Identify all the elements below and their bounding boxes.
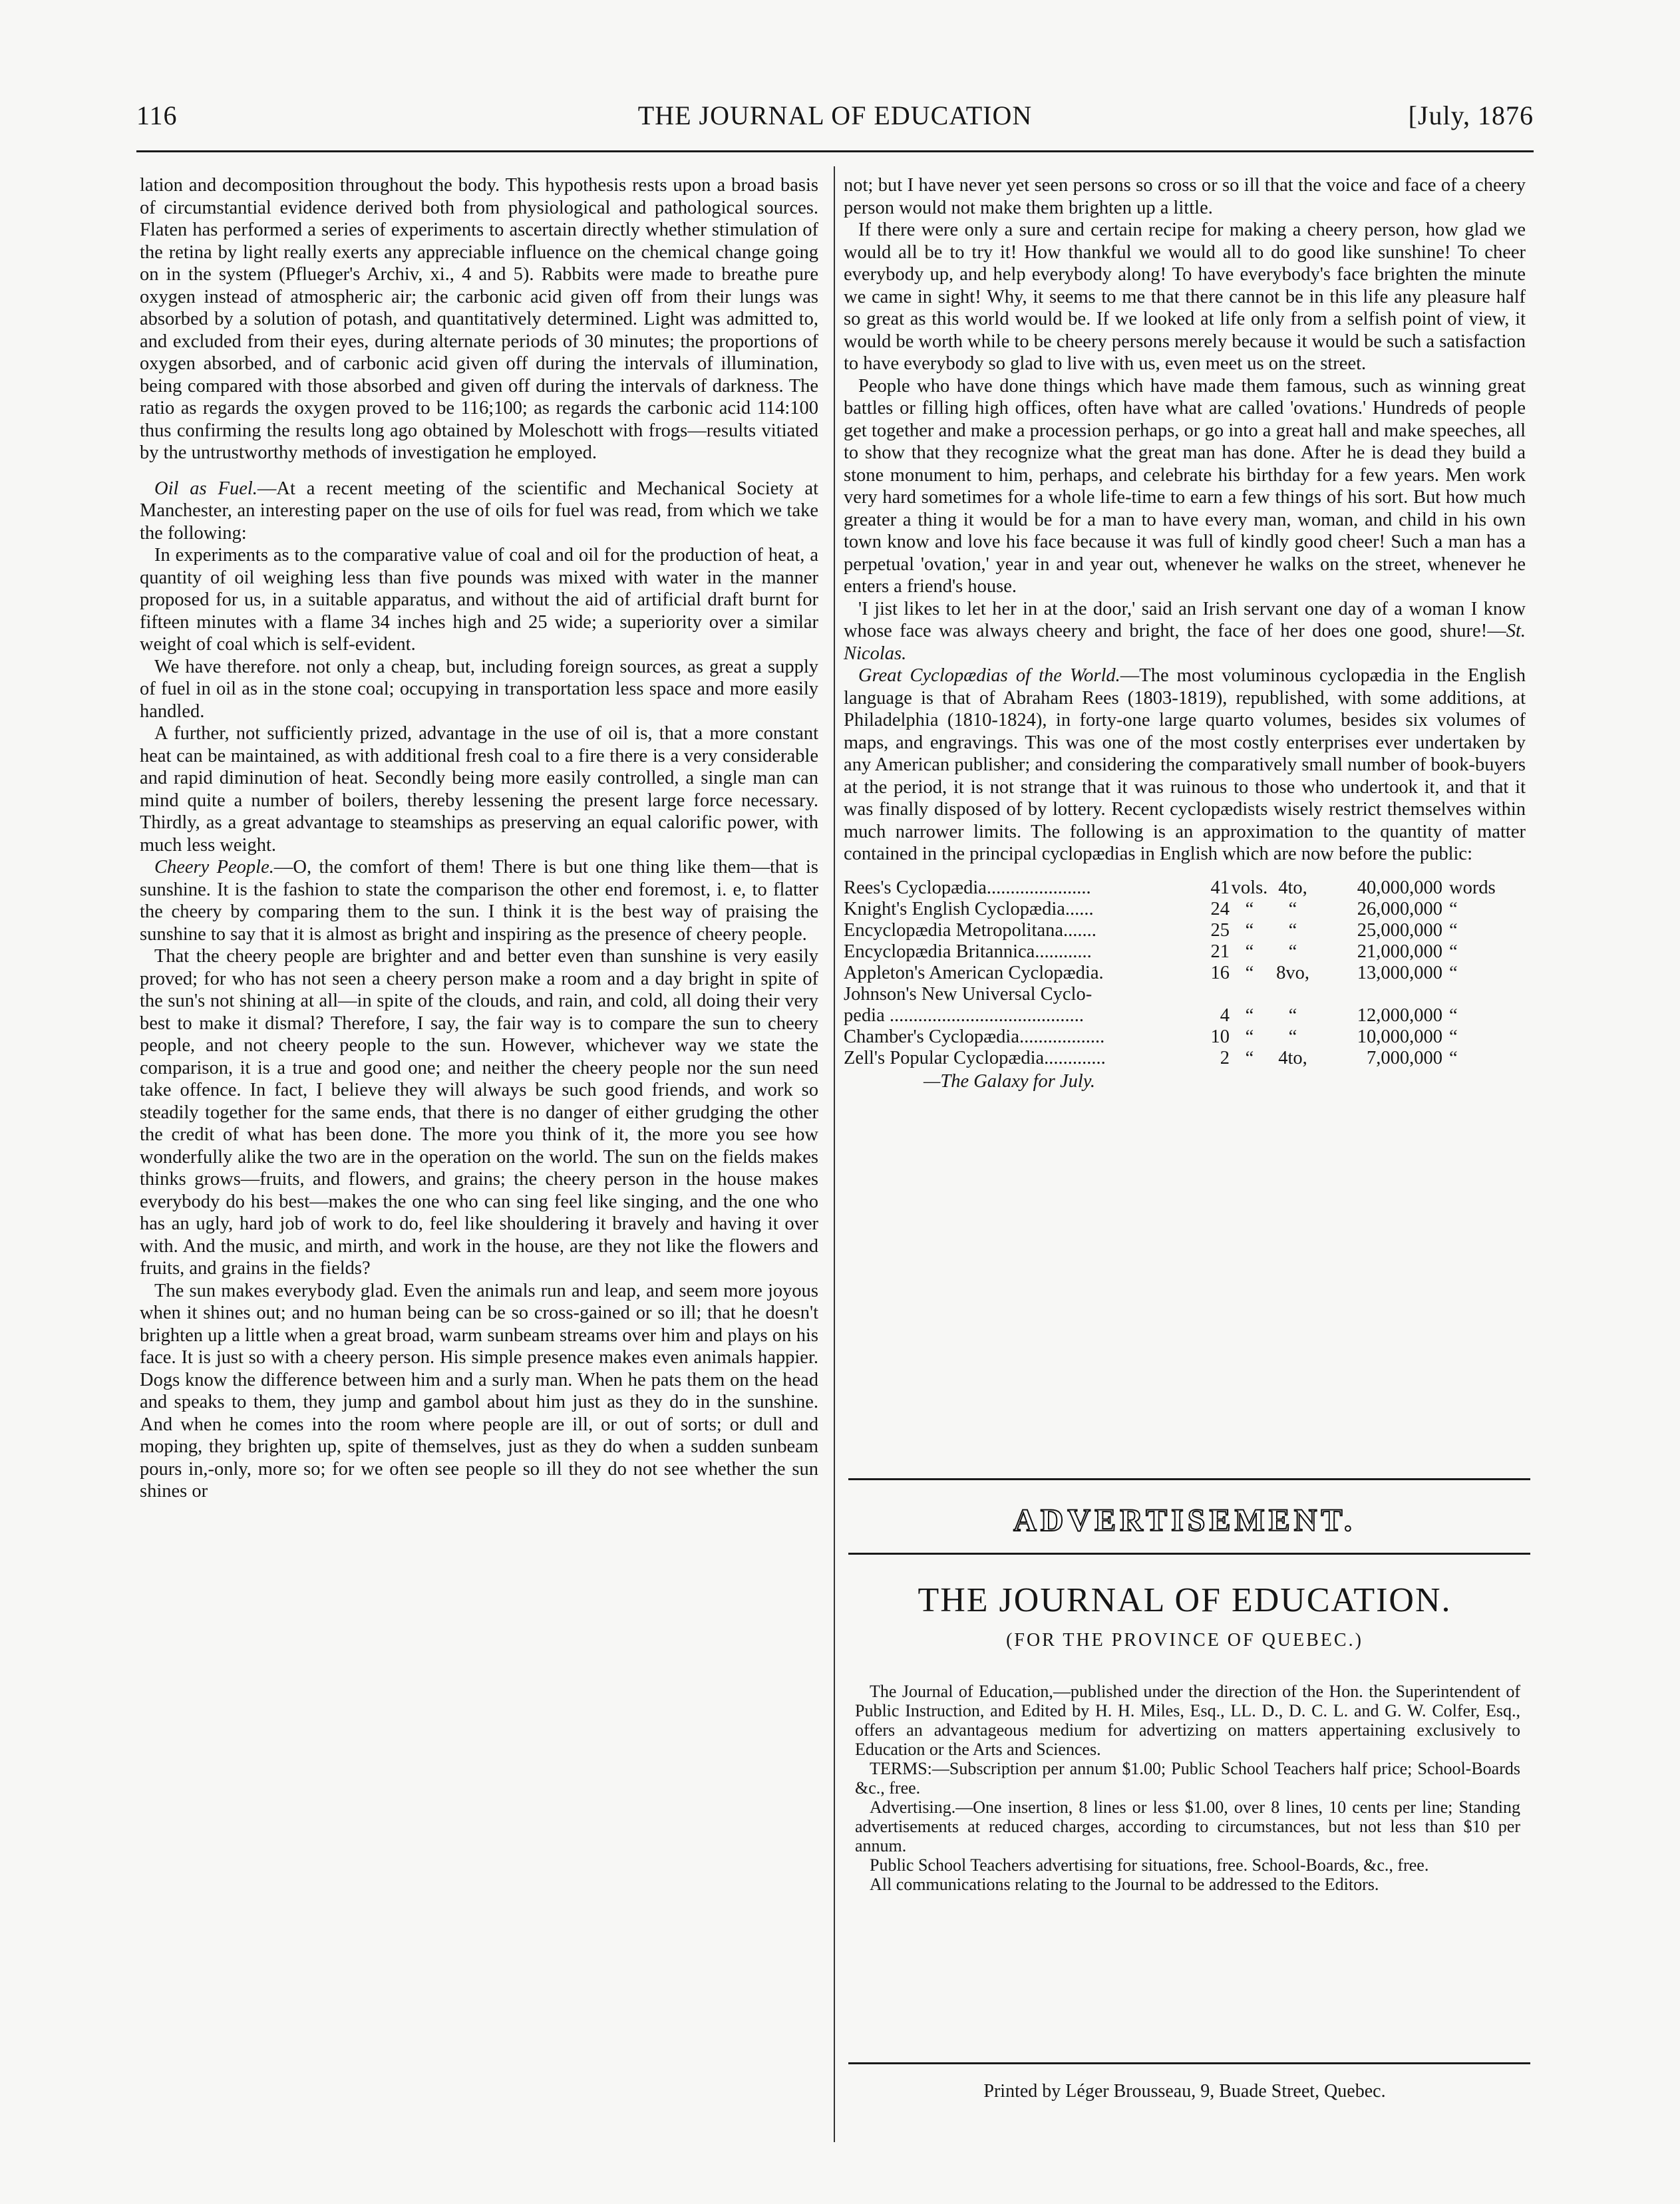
- advertisement-rates: Advertising.—One insertion, 8 lines or less $1.00, over 8 lines, 10 cents per line; Standing advertisements at reduced charges, according to circumstances, but not less than $10 per annum.: [855, 1798, 1520, 1855]
- cyclopaedia-name: pedia .........................................: [844, 1005, 1084, 1026]
- advertisement-teachers: Public School Teachers advertising for situations, free. School-Boards, &c., free.: [870, 1855, 1429, 1875]
- cyclopaedia-name: Zell's Popular Cyclopædia.............: [844, 1047, 1106, 1068]
- advertisement-heading: ADVERTISEMENT.: [1013, 1503, 1356, 1538]
- volume-unit: “: [1245, 919, 1254, 941]
- word-unit: “: [1449, 1005, 1458, 1026]
- volume-count: 10: [1210, 1026, 1230, 1047]
- volume-unit: vols.: [1231, 877, 1268, 898]
- word-unit: “: [1449, 962, 1458, 983]
- advertisement-journal-title: THE JOURNAL OF EDUCATION.: [918, 1581, 1452, 1619]
- oil-fuel-paragraph-4: A further, not sufficiently prized, advantage in the use of oil is, that a more constant heat can be maintained, as with additional fresh coal to a fire there is a very considerable and rapid diminution of heat. Secondly being more easily controlled, a single man can mind quite a number of boilers, thereby lessening the present large force necessary. Thirdly, as a great advantage to steamships as preserving an equal calorific power, with much less weight.: [140, 723, 818, 856]
- format: 4to,: [1278, 1047, 1307, 1068]
- cyclopaedia-row: [844, 899, 1509, 920]
- cyclopaedia-row: [844, 963, 1509, 984]
- word-count: 25,000,000: [1357, 919, 1442, 941]
- cheery-people-intro-text: —O, the comfort of them! There is but one thing like them—that is sunshine. It is the fashion to state the comparison the other end foremost, i. e, to flatter the cheery by comparing them to the sun. I think it is the best way of praising the sunshine to say that it is almost as bright and inspiring as the presence of cheery people.: [140, 857, 818, 945]
- cyclopaedia-name: Rees's Cyclopædia......................: [844, 877, 1091, 898]
- word-count: 13,000,000: [1357, 962, 1442, 983]
- format: “: [1288, 1005, 1297, 1026]
- cyclopaedia-row: [844, 1005, 1509, 1026]
- format: “: [1288, 898, 1297, 919]
- printer-rule: [848, 2062, 1530, 2064]
- cyclopaedia-name: Chamber's Cyclopædia..................: [844, 1026, 1105, 1047]
- advertisement-rule-top: [848, 1478, 1530, 1480]
- format: 4to,: [1278, 877, 1307, 898]
- advertisement-paragraph-1: The Journal of Education,—published under the direction of the Hon. the Superintendent of Public Instruction, and Edited by H. H. Miles, Esq., LL. D., D. C. L. and G. W. Colfer, Esq., offers an advantageous medium for advertizing on matters appertaining exclusively to Education or the Arts and Sciences.: [855, 1682, 1520, 1759]
- volume-count: 2: [1220, 1047, 1230, 1068]
- cyclopaedia-name: Appleton's American Cyclopædia.: [844, 962, 1104, 983]
- word-count: [1316, 984, 1442, 1005]
- cyclopaedia-row: [844, 877, 1509, 899]
- word-count: 40,000,000: [1357, 877, 1442, 898]
- right-column: [844, 174, 1526, 1092]
- volume-count: [1203, 984, 1230, 1005]
- advertisement-rule-bottom: [848, 1553, 1530, 1555]
- volume-count: 21: [1210, 941, 1230, 962]
- advertisement-communications: All communications relating to the Journal to be addressed to the Editors.: [870, 1875, 1379, 1894]
- volume-count: 25: [1210, 919, 1230, 941]
- issue-date: [July, 1876: [1408, 100, 1534, 130]
- volume-unit: “: [1245, 898, 1254, 919]
- word-unit: “: [1449, 898, 1458, 919]
- cyclopaedias-heading: Great Cyclopædias of the World.: [858, 665, 1120, 686]
- column-divider: [834, 166, 835, 2142]
- word-count: 21,000,000: [1357, 941, 1442, 962]
- cyclopaedia-name: Encyclopædia Metropolitana.......: [844, 919, 1096, 941]
- advertisement-terms: TERMS:—Subscription per annum $1.00; Public School Teachers half price; School-Boards &c., free.: [855, 1759, 1520, 1798]
- header-rule: [136, 150, 1534, 152]
- volume-unit: “: [1245, 1047, 1254, 1068]
- volume-count: 4: [1220, 1005, 1230, 1026]
- st-nicolas-source: St. Nicolas.: [844, 621, 1526, 664]
- word-count: 10,000,000: [1357, 1026, 1442, 1047]
- word-count: 26,000,000: [1357, 898, 1442, 919]
- oil-fuel-intro-text: —At a recent meeting of the scientific and Mechanical Society at Manchester, an interesting paper on the use of oils for fuel was read, from which we take the following:: [140, 478, 818, 544]
- cyclopaedias-text: —The most voluminous cyclopædia in the English language is that of Abraham Rees (1803-1819), republished, with some additions, at Philadelphia (1810-1824), in forty-one large quarto volumes, besides six volumes of maps, and engravings. This was one of the most costly enterprises ever undertaken by any American publisher; and considering the comparatively small number of book-buyers at the period, it is not strange that it was ruinous to those who undertook it, and that it was finally disposed of by lottery. Recent cyclopædists wisely restrict themselves within much narrower limits. The following is an approximation to the quantity of matter contained in the principal cyclopædias in English which are now before the public:: [844, 665, 1526, 864]
- cyclopaedias-table: [844, 877, 1509, 1069]
- advertisement-journal-subtitle: (FOR THE PROVINCE OF QUEBEC.): [1006, 1630, 1363, 1651]
- format: 8vo,: [1276, 962, 1309, 983]
- cheery-people-paragraph-2: That the cheery people are brighter and and better even than sunshine is very easily proved; for who has not seen a cheery person make a room and a day bright in spite of the sun's not shining at all—in spite of the clouds, and rain, and cold, all doing their very best to make it dismal? Therefore, I say, the fair way is to compare the sun to cheery people, and not cheery people to the sun. However, whichever way we state the comparison, it is a true and good one; and neither the cheery people nor the sun need take offence. In fact, I believe they will always be such good friends, and work so steadily together for the same ends, that there is no danger of either grudging the other the credit of what has been done. The more you think of it, the more you see how wonderfully alike the two are in the operation on the world. The sun on the fields makes thinks grows—fruits, and flowers, and grains; the cheery person in the house makes everybody do his best—makes the one who can sing feel like singing, and the one who has an ugly, hard job of work to do, feel like shouldering it bravely and having it over with. And the music, and mirth, and work in the house, are they not like the flowers and fruits, and grains in the fields?: [140, 946, 818, 1279]
- volume-unit: [1230, 984, 1269, 1005]
- word-unit: “: [1449, 1047, 1458, 1068]
- cyclopaedia-row: [844, 1026, 1509, 1048]
- cyclopaedias-paragraph: [844, 665, 1526, 866]
- oil-fuel-paragraph-2: In experiments as to the comparative value of coal and oil for the production of heat, a quantity of oil weighing less than five pounds was mixed with water in the manner proposed for us, in a suitable apparatus, and without the aid of artificial draft burnt for fifteen minutes with a flame 34 inches high and 25 wide; a superiority over a similar weight of coal which is self-evident.: [140, 545, 818, 655]
- word-count: 12,000,000: [1357, 1005, 1442, 1026]
- page-number: 116: [136, 100, 178, 130]
- word-unit: words: [1449, 877, 1496, 898]
- cyclopaedia-name: Encyclopædia Britannica............: [844, 941, 1092, 962]
- cyclopaedia-row: [844, 1048, 1509, 1069]
- cyclopaedia-name: Johnson's New Universal Cyclo-: [844, 983, 1092, 1005]
- word-count: 7,000,000: [1367, 1047, 1442, 1068]
- volume-count: 24: [1210, 898, 1230, 919]
- volume-count: 16: [1210, 962, 1230, 983]
- word-unit: “: [1449, 919, 1458, 941]
- journal-running-title: THE JOURNAL OF EDUCATION: [637, 100, 1033, 130]
- cyclopaedia-name: Knight's English Cyclopædia......: [844, 898, 1094, 919]
- oil-fuel-heading: Oil as Fuel.: [154, 478, 257, 499]
- format: [1269, 984, 1316, 1005]
- advertisement-body: [855, 1682, 1520, 1894]
- oil-fuel-intro: [140, 478, 818, 545]
- printer-imprint: Printed by Léger Brousseau, 9, Buade Street, Quebec.: [983, 2081, 1386, 2102]
- page-header: [136, 100, 1534, 140]
- physiology-paragraph: lation and decomposition throughout the body. This hypothesis rests upon a broad basis of circumstantial evidence derived both from physiological and pathological sources. Flaten has performed a series of experiments to ascertain directly whether stimulation of the retina by light really exerts any appreciable influence on the chemical change going on in the system (Pflueger's Archiv, xi., 4 and 5). Rabbits were made to breathe pure oxygen instead of atmospheric air; the carbonic acid given off from their lungs was absorbed by a solution of potash, and quantitatively determined. Light was admitted to, and excluded from their eyes, during alternate periods of 30 minutes; the proportions of oxygen absorbed, and of carbonic acid given off during the intervals of illumination, being compared with those absorbed and given off during the intervals of darkness. The ratio as regards the oxygen proved to be 116;100; as regards the carbonic acid 114:100 thus confirming the results long ago obtained by Moleschott with frogs—results vitiated by the untrustworthy methods of investigation he employed.: [140, 175, 818, 463]
- cheery-people-paragraph-3: The sun makes everybody glad. Even the animals run and leap, and seem more joyous when it shines out; and no human being can be so cross-gained or so ill; that he doesn't brighten up a little when a great broad, warm sunbeam streams over him and plays on his face. It is just so with a cheery person. His simple presence makes even animals happier. Dogs know the difference between him and a surly man. When he pats them on the head and speaks to them, they jump and gambol about him just as they do in the sunshine. And when he comes into the room where people are ill, or out of sorts; or dull and moping, they brighten up, spite of themselves, just as they do when a sudden sunbeam pours in,-only, more so; for we often see people so ill they do not see whether the sun shines or: [140, 1280, 818, 1501]
- volume-unit: “: [1245, 962, 1254, 983]
- volume-unit: “: [1245, 1026, 1254, 1047]
- word-unit: “: [1449, 941, 1458, 962]
- galaxy-source: —The Galaxy for July.: [924, 1070, 1096, 1092]
- format: “: [1288, 1026, 1297, 1047]
- word-unit: [1442, 984, 1509, 1005]
- format: “: [1288, 941, 1297, 962]
- word-unit: “: [1449, 1026, 1458, 1047]
- left-column: [140, 174, 818, 1503]
- cyclopaedia-row: [844, 984, 1509, 1005]
- cheery-recipe-paragraph: If there were only a sure and certain recipe for making a cheery person, how glad we would all be to try it! How thankful we would all to do good like sunshine! To cheer everybody up, and help everybody along! To have everybody's face brighten the minute we came in sight! Why, it seems to me that there cannot be in this life any pleasure half so great as this world would be. If we looked at life only from a selfish point of view, it would be worth while to be cheery persons merely because it would be such a satisfaction to have everybody so glad to live with us, even meet us on the street.: [844, 220, 1526, 374]
- volume-unit: “: [1245, 941, 1254, 962]
- cheery-people-heading: Cheery People.: [154, 857, 274, 877]
- oil-fuel-paragraph-3: We have therefore. not only a cheap, but, including foreign sources, as great a supply of fuel in oil as in the stone coal; occupying in transportation less space and more easily handled.: [140, 656, 818, 722]
- ovations-paragraph: People who have done things which have made them famous, such as winning great battles or filling high offices, often have what are called 'ovations.' Hundreds of people get together and make a procession perhaps, or go into a great hall and make speeches, all to show that they recognize what the great man has done. After he is dead they build a stone monument to him, perhaps, and celebrate his birthday for a few years. Men work very hard sometimes for a whole life-time to earn a few things of his sort. But how much greater a thing it would be for a man to have every man, woman, and child in his own town know and love his face because it was full of kindly good cheer! Such a man has a perpetual 'ovation,' year in and year out, whenever he walks on the street, whenever he enters a friend's house.: [844, 375, 1526, 597]
- cyclopaedia-row: [844, 920, 1509, 941]
- volume-count: 41: [1210, 877, 1230, 898]
- cyclopaedia-row: [844, 941, 1509, 963]
- irish-servant-text: 'I jist likes to let her in at the door,' said an Irish servant one day of a woman I know whose face was always cheery and bright, the face of her does one good, shure!—: [844, 598, 1526, 641]
- irish-servant-paragraph: [844, 598, 1526, 665]
- format: “: [1288, 919, 1297, 941]
- cheery-people-intro: [140, 856, 818, 945]
- cheery-continued-paragraph: not; but I have never yet seen persons so cross or so ill that the voice and face of a cheery person would not make them brighten up a little.: [844, 175, 1526, 218]
- volume-unit: “: [1245, 1005, 1254, 1026]
